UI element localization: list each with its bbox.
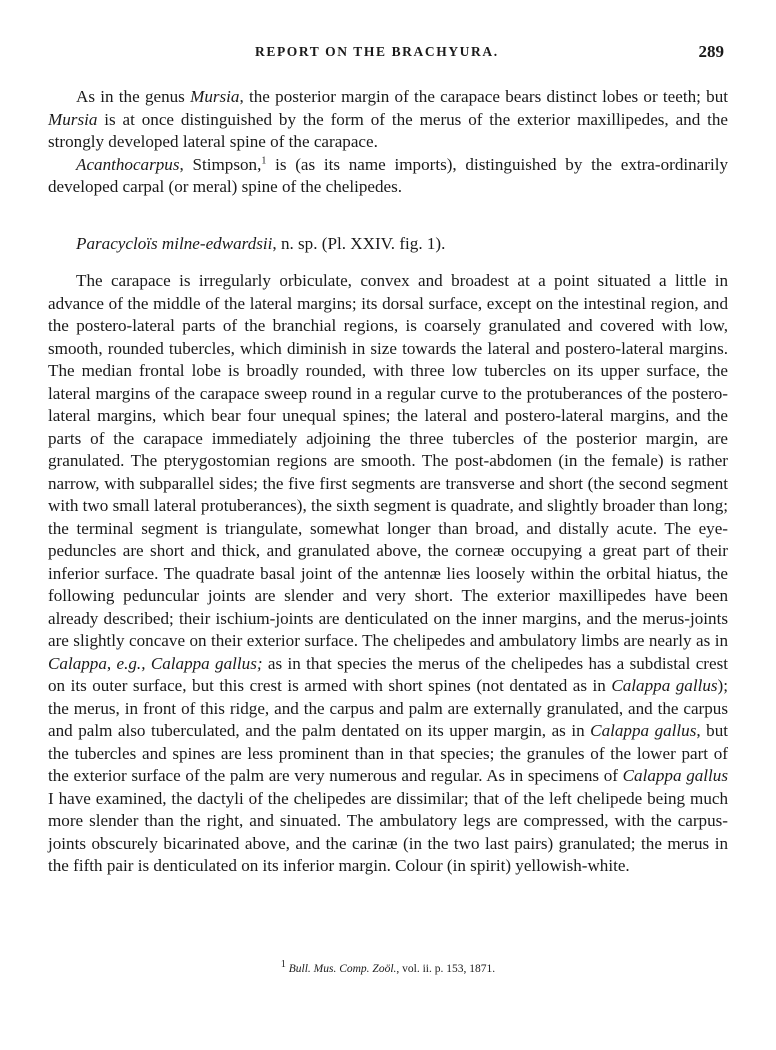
species-name: Calappa gallus [611, 676, 718, 695]
text-run: The carapace is irregularly orbiculate, convex and broadest at a point situated a little in advance of the middle of the lateral margins; its dorsal surface, except on the intestinal region, and the postero-lateral parts of the branchial regions, is coarsely granulated and covered with low, smooth, rounded tubercles, which diminish in size towards the lateral and postero-lateral margins. The median frontal lobe is broadly rounded, with three low tubercles on its upper surface, the lateral margins of the carapace sweep round in a regular curve to the protuberances of the postero-lateral margins, which bear four unequal spines; the lateral and postero-lateral margins, and the parts of the carapace immediately adjoining the three tubercles of the posterior margin, are granulated. The pterygostomian regions are smooth. The post-abdomen (in the female) is rather narrow, with subparallel sides; the five first segments are transverse and short (the second segment with two small lateral protuberances), the sixth segment is quadrate, and slightly broader than long; the terminal segment is triangulate, somewhat longer than broad, and distally acute. The eye-peduncles are short and thick, and granulated above, the corneæ occupying a great part of their inferior surface. The quadrate basal joint of the antennæ lies loosely within the orbital hiatus, the following peduncular joints are slender and very short. The exterior maxillipedes have been already described; their ischium-joints are denticulated on the inner margins, and the merus-joints are slightly concave on their exterior surface. The chelipedes and ambulatory limbs are nearly as in [48, 271, 728, 650]
text-run: , the posterior margin of the carapace bears distinct lobes or teeth; but [239, 87, 728, 106]
species-heading [48, 233, 728, 256]
intro-paragraph-1 [48, 86, 728, 154]
footnote-citation: , vol. ii. p. 153, 1871. [396, 963, 496, 975]
text-run: , [106, 653, 117, 673]
text-run: I have examined, the dactyli of the chelipedes are dissimilar; that of the left chelipede being much more slender than the right, and sinuated. The ambulatory legs are compressed, with the carpus-joints obscurely bicarinated above, and the carinæ (in the two last pairs) granulated; the merus in the fifth pair is denticulated on its inferior margin. Colour (in spirit) yellowish-white. [48, 788, 728, 875]
species-name: Calappa gallus [590, 721, 697, 740]
species-name: Calappa gallus [622, 766, 728, 785]
genus-name: Calappa [48, 653, 107, 673]
text-run: as in that species the merus of the chelipedes has a subdistal crest on its outer surface, but this crest is armed with short spines (not dentated as in [48, 653, 728, 695]
footnote-marker: 1 [261, 154, 267, 166]
running-title: REPORT ON THE BRACHYURA. [255, 44, 499, 59]
intro-paragraph-2 [48, 154, 728, 199]
species-reference: , n. sp. (Pl. XXIV. fig. 1). [272, 234, 446, 253]
text-run: is (as its name imports), distinguished by the extra-ordinarily developed carpal (or meral) spine of the chelipedes. [48, 154, 728, 196]
text-run: As in the genus [76, 87, 191, 106]
page-number: 289 [698, 42, 724, 61]
species-description [48, 270, 728, 878]
text-run: , but the tubercles and spines are less prominent than in that species; the granules of the lower part of the exterior surface of the palm are very numerous and regular. As in specimens of [48, 721, 729, 785]
text-run: , Stimpson, [179, 154, 262, 174]
genus-name: Acanthocarpus [76, 154, 180, 174]
species-name: e.g., Calappa gallus; [116, 653, 263, 673]
text-run: is at once distinguished by the form of the merus of the exterior maxillipedes, and the strongly developed lateral spine of the carapace. [48, 109, 728, 151]
genus-name: Mursia [190, 87, 240, 106]
intro-section [48, 86, 728, 199]
footnote [0, 959, 776, 975]
text-run: ); the merus, in front of this ridge, and the carpus and palm are externally granulated, and the carpus and palm also tuberculated, and the palm dentated on its upper margin, as in [48, 676, 728, 740]
description-paragraph [48, 270, 728, 878]
genus-name: Mursia [48, 109, 98, 129]
species-name: Paracycloïs milne-edwardsii [76, 234, 273, 253]
footnote-marker: 1 [280, 959, 286, 971]
journal-title: Bull. Mus. Comp. Zoöl. [288, 963, 397, 975]
